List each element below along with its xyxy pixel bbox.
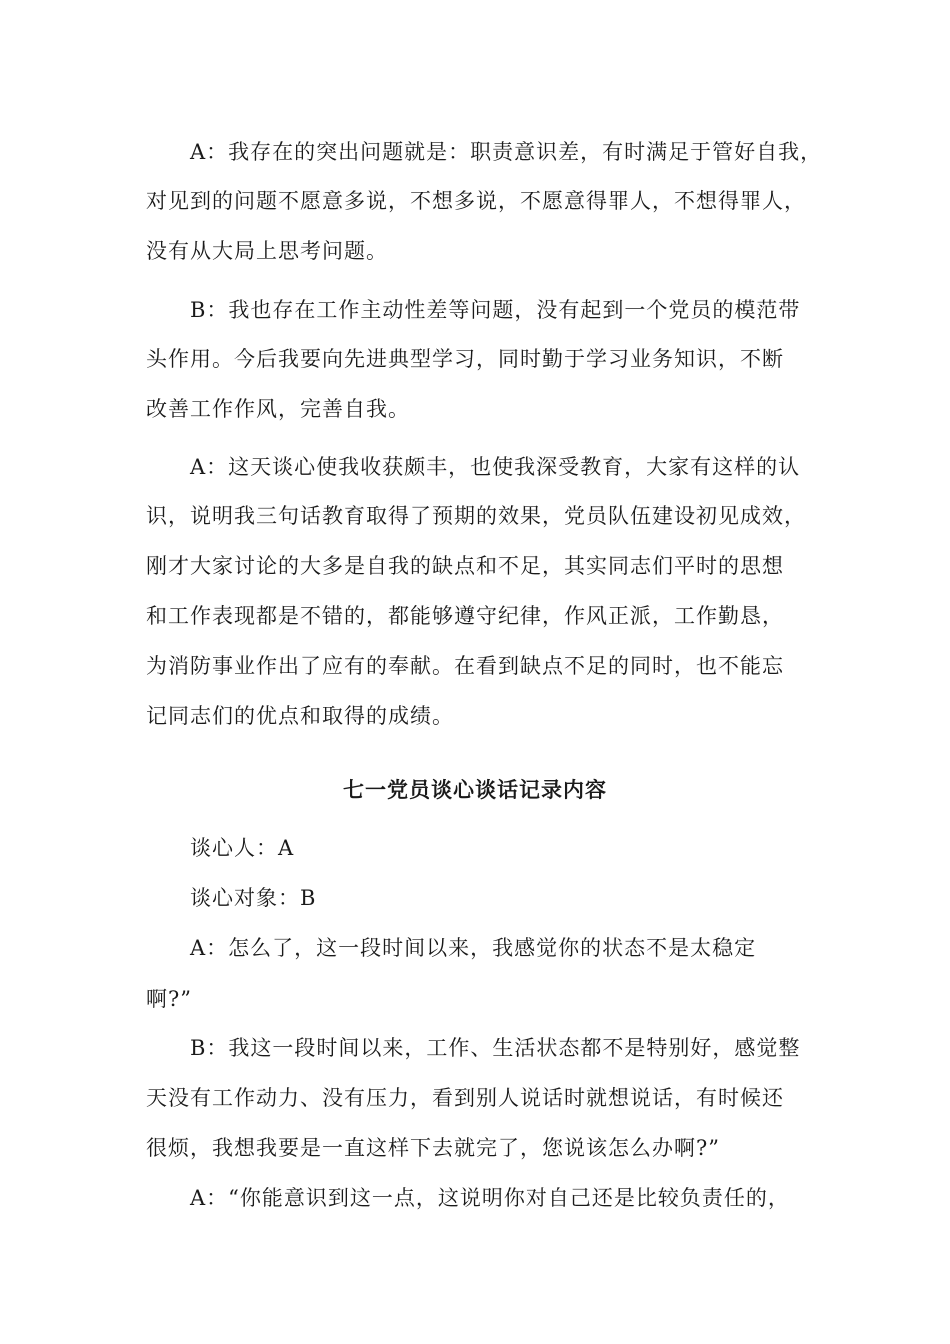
paragraph-4-line-2: 啊?”: [146, 987, 192, 1011]
paragraph-3-line-2: 识，说明我三句话教育取得了预期的效果，党员队伍建设初见成效，: [146, 504, 806, 528]
target-line: 谈心对象：B: [190, 886, 317, 910]
paragraph-1-line-1: A：我存在的突出问题就是：职责意识差，有时满足于管好自我，: [190, 140, 823, 164]
paragraph-5-line-1: B：我这一段时间以来，工作、生活状态都不是特别好，感觉整: [190, 1036, 801, 1060]
paragraph-1-line-2: 对见到的问题不愿意多说，不想多说，不愿意得罪人，不想得罪人，: [146, 189, 806, 213]
paragraph-5-line-3: 很烦，我想我要是一直这样下去就完了，您说该怎么办啊?”: [146, 1136, 720, 1160]
paragraph-3-line-6: 记同志们的优点和取得的成绩。: [146, 704, 454, 728]
paragraph-3-line-4: 和工作表现都是不错的，都能够遵守纪律，作风正派，工作勤恳，: [146, 604, 784, 628]
section-title: 七一党员谈心谈话记录内容: [343, 777, 607, 802]
talker-line: 谈心人：A: [190, 836, 295, 860]
paragraph-6-line-1: A：“你能意识到这一点，这说明你对自己还是比较负责任的，: [190, 1186, 790, 1210]
paragraph-2-line-3: 改善工作作风，完善自我。: [146, 397, 410, 421]
paragraph-4-line-1: A：怎么了，这一段时间以来，我感觉你的状态不是太稳定: [190, 936, 757, 960]
paragraph-3-line-3: 刚才大家讨论的大多是自我的缺点和不足，其实同志们平时的思想: [146, 554, 784, 578]
paragraph-3-line-5: 为消防事业作出了应有的奉献。在看到缺点不足的同时，也不能忘: [146, 654, 784, 678]
paragraph-3-line-1: A：这天谈心使我收获颇丰，也使我深受教育，大家有这样的认: [190, 455, 801, 479]
paragraph-2-line-1: B：我也存在工作主动性差等问题，没有起到一个党员的模范带: [190, 298, 801, 322]
paragraph-5-line-2: 天没有工作动力、没有压力，看到别人说话时就想说话，有时候还: [146, 1086, 784, 1110]
paragraph-1-line-3: 没有从大局上思考问题。: [146, 239, 388, 263]
paragraph-2-line-2: 头作用。今后我要向先进典型学习，同时勤于学习业务知识，不断: [146, 347, 784, 371]
